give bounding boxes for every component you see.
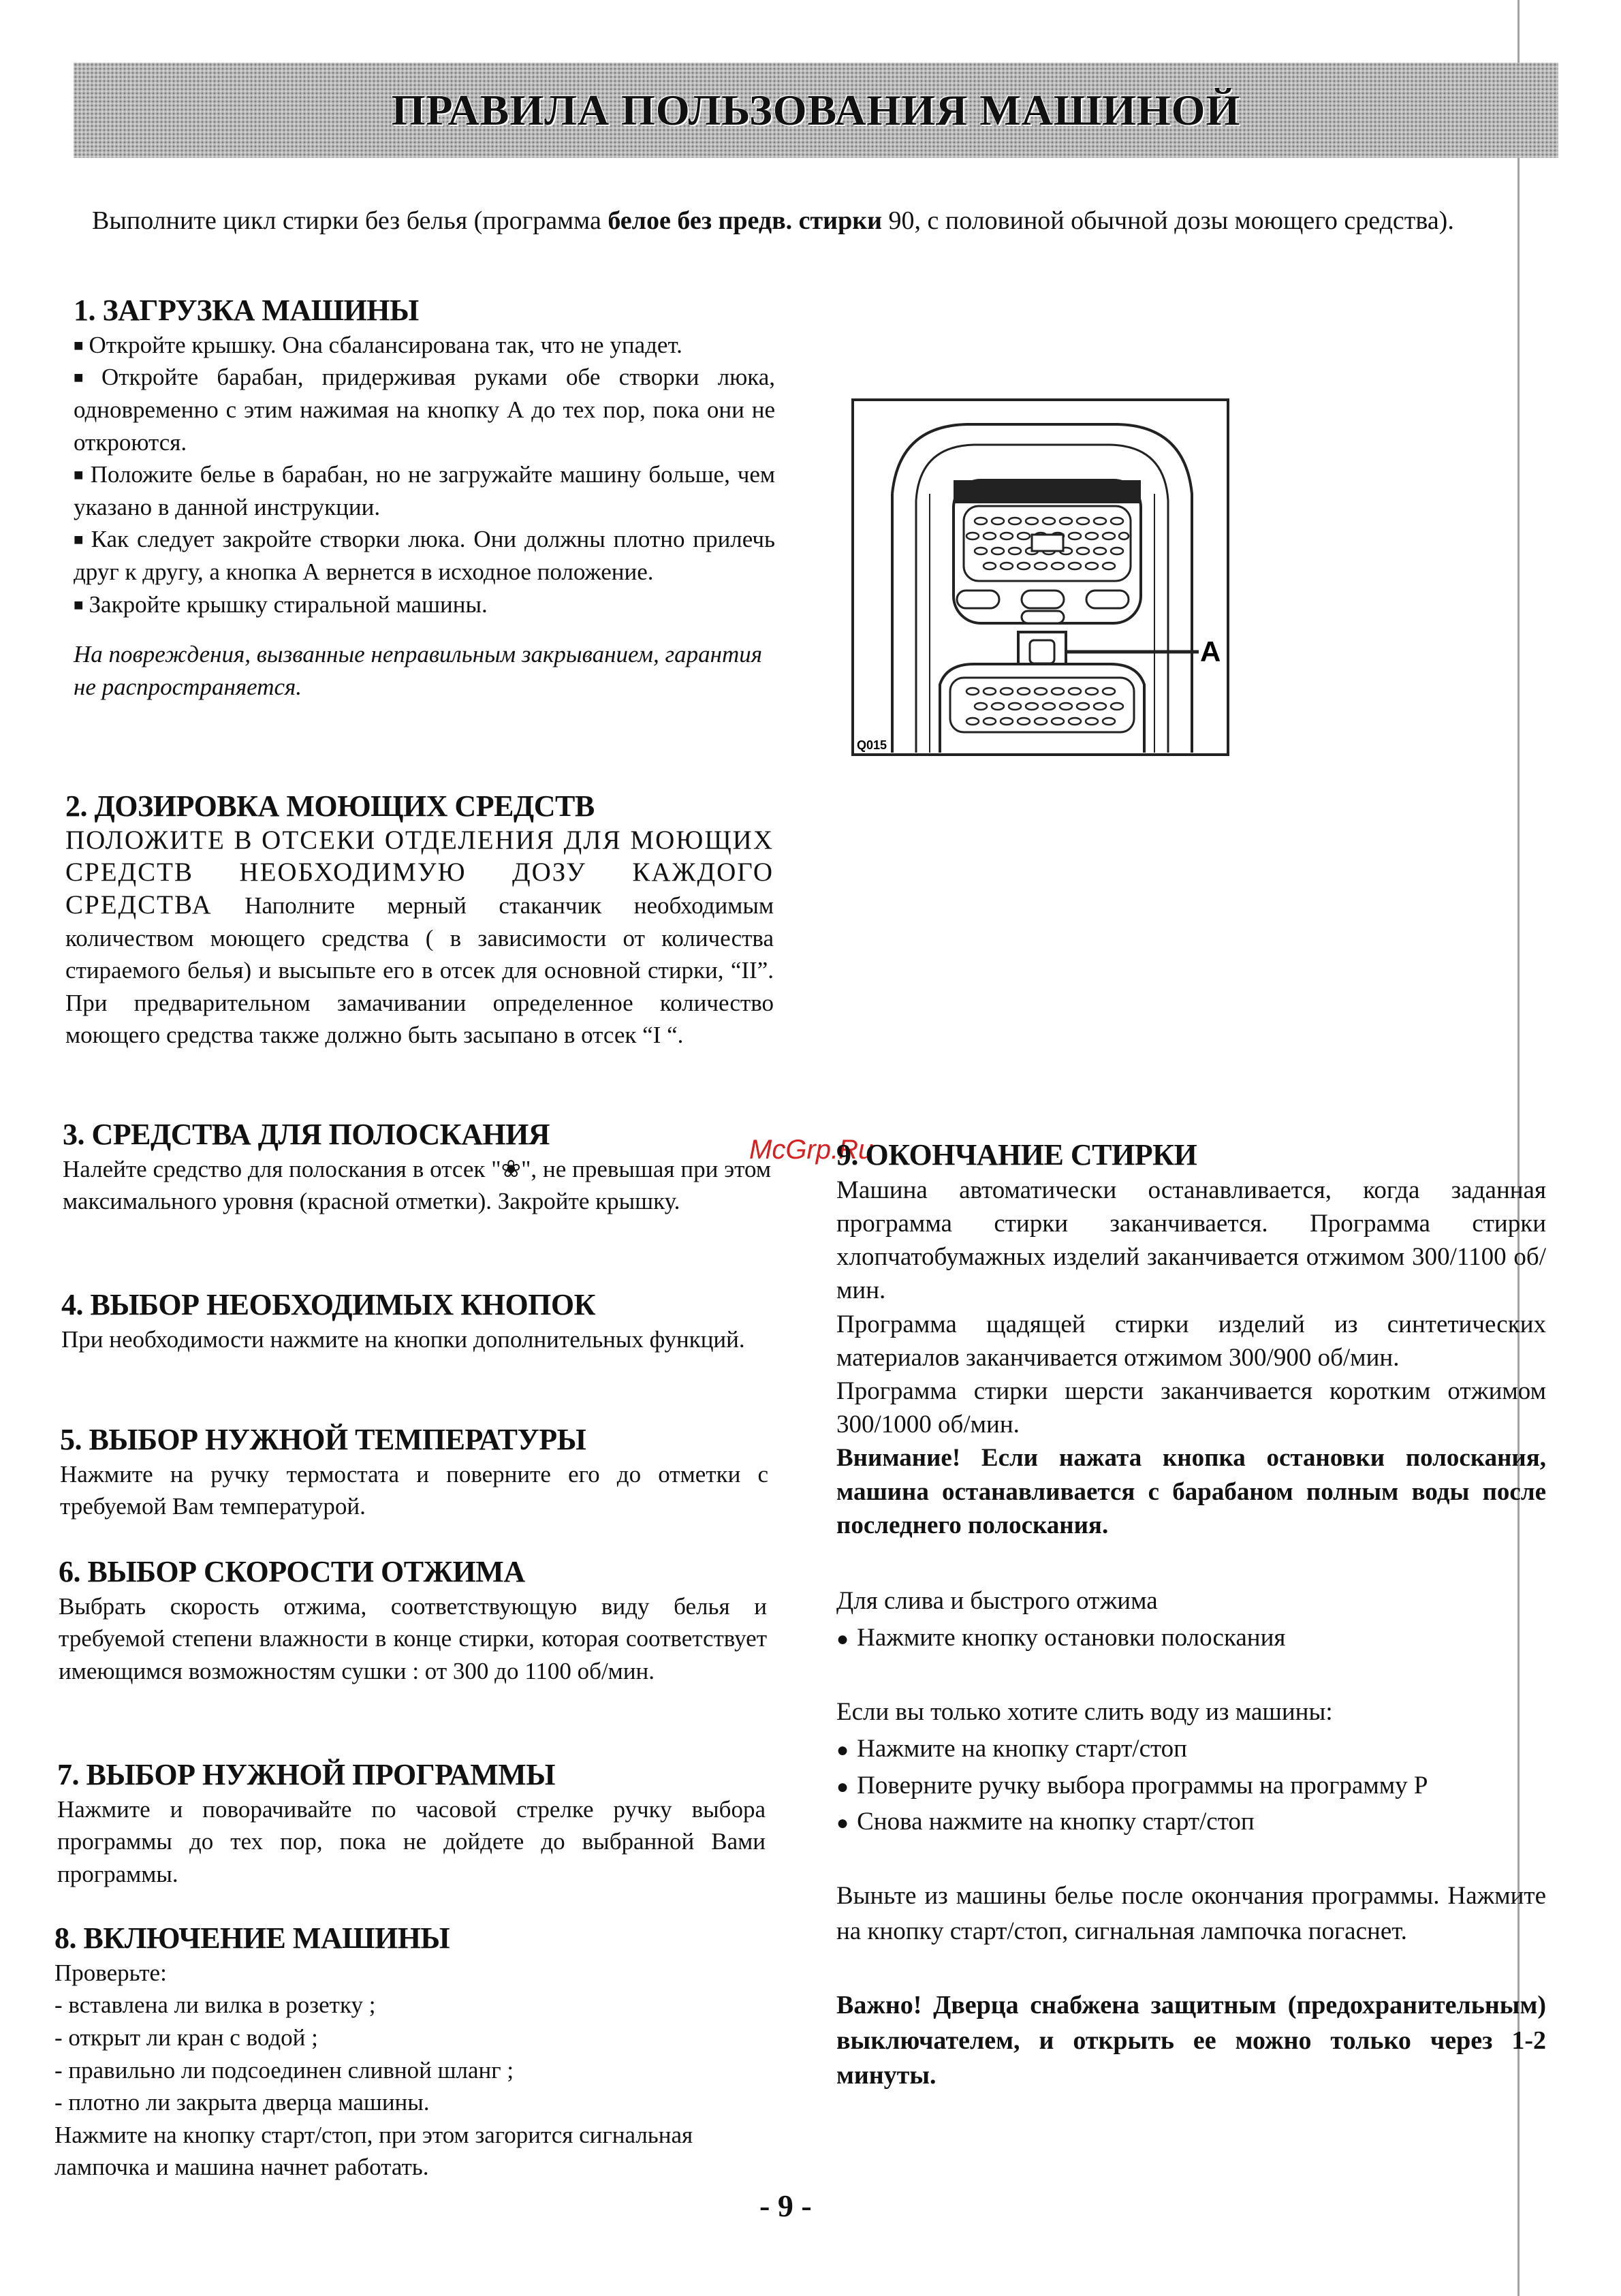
section-3-text-b: ", не превышая при этом максимального уровня (красной отметки). Закройте крышку. <box>63 1155 772 1215</box>
section-6-body: Выбрать скорость отжима, соответствующую виду белья и требуемой степени влажности в конце стирки, которая соответствует имеющимся возможностям сушки : от 300 до 1100 об/мин. <box>59 1592 767 1684</box>
page-title: ПРАВИЛА ПОЛЬЗОВАНИЯ МАШИНОЙ <box>391 86 1241 134</box>
section-1-heading: 1. ЗАГРУЗКА МАШИНЫ <box>74 294 419 327</box>
section-9-p1: Машина автоматически останавливается, когда заданная программа стирки заканчивается. Программа стирки хлопчатобумажных изделий заканчивается отжимом 300/1100 об/мин. <box>836 1176 1546 1305</box>
drain-only-block <box>836 1694 1546 1840</box>
section-9-body <box>836 1174 1546 1542</box>
section-6 <box>59 1554 767 1688</box>
list-item: ● Нажмите на кнопку старт/стоп <box>836 1731 1546 1767</box>
list-item: ■ Откройте барабан, придерживая руками обе створки люка, одновременно с этим нажимая на кнопку А до тех пор, пока они не откроются. <box>74 361 775 458</box>
drain-block <box>836 1583 1546 1656</box>
section-3-heading: 3. СРЕДСТВА ДЛЯ ПОЛОСКАНИЯ <box>63 1118 550 1151</box>
important-note: Важно! Дверца снабжена защитным (предохранительным) выключателем, и открыть ее можно только через 1-2 минуты. <box>836 1991 1546 2090</box>
list-item: - открыт ли кран с водой ; <box>54 2024 318 2051</box>
section-4-body: При необходимости нажмите на кнопки дополнительных функций. <box>61 1325 745 1353</box>
section-3-body <box>63 1153 771 1218</box>
intro-bold: белое без предв. стирки <box>608 206 882 235</box>
section-7-heading: 7. ВЫБОР НУЖНОЙ ПРОГРАММЫ <box>57 1758 555 1791</box>
section-9 <box>836 1137 1546 2093</box>
section-7 <box>57 1757 766 1891</box>
list-item: ● Поверните ручку выбора программы на программу Р <box>836 1767 1546 1804</box>
section-4-heading: 4. ВЫБОР НЕОБХОДИМЫХ КНОПОК <box>61 1288 596 1321</box>
section-5-body: Нажмите на ручку термостата и поверните его до отметки с требуемой Вам температурой. <box>60 1460 768 1520</box>
section-1-body <box>74 329 775 620</box>
start-instruction: Нажмите на кнопку старт/стоп, при этом загорится сигнальная лампочка и машина начнет работать. <box>54 2121 693 2181</box>
list-item: - вставлена ли вилка в розетку ; <box>54 1992 376 2019</box>
intro-after: 90, с половиной обычной дозы моющего средства). <box>882 206 1454 235</box>
list-item: ■ Как следует закройте створки люка. Они должны плотно прилечь друг к другу, а кнопка А вернется в исходное положение. <box>74 523 775 588</box>
section-8-body <box>54 1957 763 2184</box>
section-2-text: Наполните мерный стаканчик необходимым количеством моющего средства ( в зависимости от количества стираемого белья) и высыпьте его в отсек для основной стирки, “II”. При предварительном замачивании определенное количество моющего средства также должно быть засыпано в отсек “I “. <box>65 892 774 1049</box>
drain-title: Для слива и быстрого отжима <box>836 1587 1158 1616</box>
section-7-body: Нажмите и поворачивайте по часовой стрелке ручку выбора программы до тех пор, пока не дойдете до выбранной Вами программы. <box>57 1795 766 1887</box>
intro-before: Выполните цикл стирки без белья (программа <box>92 206 608 235</box>
section-2-caps: ПОЛОЖИТЕ В ОТСЕКИ ОТДЕЛЕНИЯ ДЛЯ МОЮЩИХ СРЕДСТВ НЕОБХОДИМУЮ ДОЗУ КАЖДОГО СРЕДСТВА <box>65 825 774 919</box>
section-2-heading: 2. ДОЗИРОВКА МОЮЩИХ СРЕДСТВ <box>65 789 595 823</box>
section-1 <box>74 293 775 703</box>
check-label: Проверьте: <box>54 1959 167 1986</box>
remove-laundry-text: Выньте из машины белье после окончания программы. Нажмите на кнопку старт/стоп, сигнальная лампочка погаснет. <box>836 1881 1546 1945</box>
intro-text <box>92 204 1556 238</box>
machine-illustration <box>851 398 1229 756</box>
list-item: ● Снова нажмите на кнопку старт/стоп <box>836 1804 1546 1840</box>
section-6-heading: 6. ВЫБОР СКОРОСТИ ОТЖИМА <box>59 1555 525 1588</box>
section-8-heading: 8. ВКЛЮЧЕНИЕ МАШИНЫ <box>54 1921 450 1955</box>
section-5-heading: 5. ВЫБОР НУЖНОЙ ТЕМПЕРАТУРЫ <box>60 1423 586 1456</box>
section-9-p3: Программа стирки шерсти заканчивается коротким отжимом 300/1000 об/мин. <box>836 1377 1546 1439</box>
section-2-body <box>65 825 774 1052</box>
list-item: ■ Положите белье в барабан, но не загружайте машину больше, чем указано в данной инструкции. <box>74 458 775 523</box>
list-item: ● Нажмите кнопку остановки полоскания <box>836 1620 1546 1656</box>
section-8 <box>54 1921 763 2184</box>
section-3-text-a: Налейте средство для полоскания в отсек " <box>63 1155 501 1182</box>
section-9-p2: Программа щадящей стирки изделий из синтетических материалов заканчивается отжимом 300/900 об/мин. <box>836 1310 1546 1372</box>
section-9-warning: Внимание! Если нажата кнопка остановки полоскания, машина останавливается с барабаном полным воды после последнего полоскания. <box>836 1444 1546 1539</box>
machine-drawing <box>851 398 1229 756</box>
section-4 <box>61 1287 770 1355</box>
section-3 <box>63 1117 771 1218</box>
drain-only-title: Если вы только хотите слить воду из машины: <box>836 1698 1333 1727</box>
section-9-heading: 9. ОКОНЧАНИЕ СТИРКИ <box>836 1138 1197 1171</box>
list-item: - плотно ли закрыта дверца машины. <box>54 2089 430 2116</box>
page-number: - 9 - <box>759 2188 812 2223</box>
list-item: ■ Откройте крышку. Она сбалансирована так, что не упадет. <box>74 329 775 362</box>
section-2 <box>65 789 774 1052</box>
section-5 <box>60 1422 768 1523</box>
watermark: McGrp.Ru <box>749 1135 874 1165</box>
rinse-symbol-icon: ❀ <box>501 1155 522 1182</box>
title-banner <box>74 63 1558 158</box>
warranty-note: На повреждения, вызванные неправильным закрыванием, гарантия не распространяется. <box>74 641 763 700</box>
list-item: - правильно ли подсоединен сливной шланг ; <box>54 2056 514 2083</box>
figure-label-a: A <box>1200 635 1221 667</box>
list-item: ■ Закройте крышку стиральной машины. <box>74 588 775 621</box>
figure-code: Q015 <box>857 738 887 752</box>
